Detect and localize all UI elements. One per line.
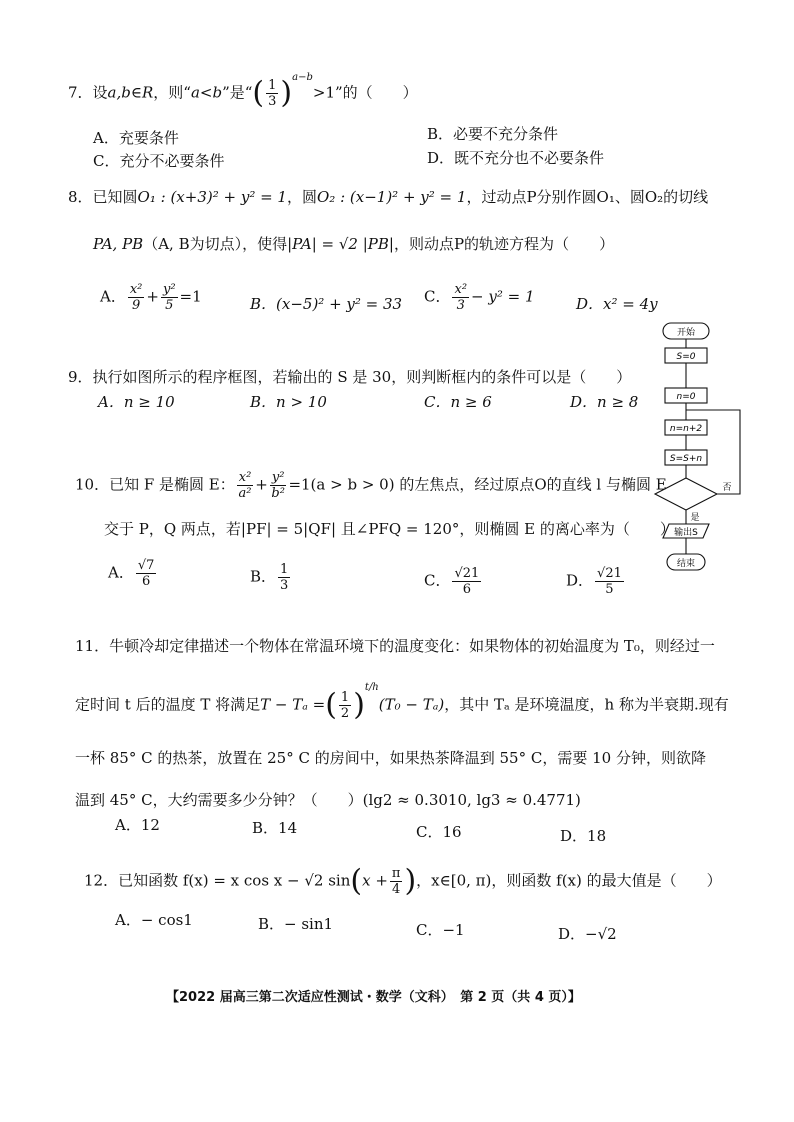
- q12-option-d: D．−√2: [558, 925, 617, 943]
- q10-line-1: 10．已知 F 是椭圆 E： $\frac{\text{x²}}{\text{a²}}$ + $\frac{\text{y²}}{\text{b²}}$ =1(a > b > 0) 的左焦点，经过原点O的直线 l 与椭圆 E: [75, 470, 667, 501]
- flowchart-no-label: 否: [722, 483, 732, 493]
- q11-option-b: B．14: [252, 819, 298, 837]
- q10-option-c: C． $\frac{√21}{6}$: [424, 566, 480, 597]
- q8-option-d: D．x² = 4y: [576, 295, 658, 313]
- flowchart-n-step-label: n=n+2: [669, 424, 703, 434]
- q11-option-c: C．16: [416, 823, 462, 841]
- flowchart-s-step-label: S=S+n: [669, 454, 703, 464]
- q7-option-b: B．必要不充分条件: [427, 125, 559, 143]
- q12-option-b: B．− sin1: [258, 915, 334, 933]
- q7-option-a: A．充要条件: [93, 129, 179, 147]
- q12-option-c: C．−1: [416, 921, 465, 939]
- q12-option-a: A．− cos1: [115, 911, 193, 929]
- q11-option-a: A．12: [115, 816, 160, 834]
- q7-option-d: D．既不充分也不必要条件: [427, 149, 605, 167]
- q9-option-c: C．n ≥ 6: [424, 393, 492, 411]
- flowchart-output-label: 输出S: [674, 528, 698, 538]
- flowchart-s-init-label: S=0: [676, 352, 696, 362]
- flowchart-n-init-label: n=0: [676, 392, 696, 402]
- q11-line-2: 定时间 t 后的温度 T 将满足T − Tₐ =( $\frac{1}{2}$ )$^{t/h}$(T₀ − Tₐ)，其中 Tₐ 是环境温度，h 称为半衰期.现有: [75, 681, 729, 723]
- q8-option-b: B．(x−5)² + y² = 33: [250, 295, 403, 313]
- q9-option-a: A．n ≥ 10: [98, 393, 175, 411]
- flowchart-no-branch: [686, 410, 740, 494]
- q7-stem: 7．设a,b∈R，则“a<b”是“( $\frac{1}{3}$ )$^{a-b}$>1”的（ ）: [68, 71, 418, 111]
- q9-stem: 9．执行如图所示的程序框图，若输出的 S 是 30，则判断框内的条件可以是（ ）: [68, 368, 632, 386]
- q11-line-1: 11．牛顿冷却定律描述一个物体在常温环境下的温度变化：如果物体的初始温度为 T₀，则经过一: [75, 637, 715, 655]
- q7-base-fraction: $\frac{1}{3}$: [268, 78, 277, 109]
- q10-option-d: D． $\frac{√21}{5}$: [566, 566, 622, 597]
- q8-line-2: PA, PB（A, B为切点），使得|PA| = √2 |PB|，则动点P的轨迹方程为（ ）: [93, 235, 615, 253]
- flowchart-start-label: 开始: [676, 328, 696, 338]
- q11-line-4: 温到 45° C，大约需要多少分钟？（ ）(lg2 ≈ 0.3010, lg3 ≈ 0.4771): [75, 791, 581, 809]
- q8-line-1: 8．已知圆O₁ : (x+3)² + y² = 1，圆O₂ : (x−1)² + y² = 1，过动点P分别作圆O₁、圆O₂的切线: [68, 188, 709, 206]
- q12-stem: 12．已知函数 f(x) = x cos x − √2 sin(x + $\frac{\pi}{4}$ )，x∈[0, π)，则函数 f(x) 的最大值是（ ）: [84, 863, 722, 899]
- flowchart-yes-label: 是: [690, 513, 700, 523]
- page-footer: 【2022 届高三第二次适应性测试・数学（文科） 第 2 页（共 4 页）】: [166, 990, 581, 1005]
- q11-option-d: D．18: [560, 827, 607, 845]
- q8-option-a: A． $\frac{\text{x²}}{9}$ + $\frac{\text{y²}}{5}$ =1: [100, 282, 202, 313]
- q11-line-3: 一杯 85° C 的热茶，放置在 25° C 的房间中，如果热茶降温到 55° C，需要 10 分钟，则欲降: [75, 749, 706, 767]
- q10-option-a: A． $\frac{√7}{6}$: [108, 558, 155, 589]
- q7-option-c: C．充分不必要条件: [93, 152, 225, 170]
- q10-option-b: B． $\frac{1}{3}$: [250, 562, 289, 593]
- q9-option-b: B．n > 10: [250, 393, 327, 411]
- flowchart-end-label: 结束: [676, 559, 696, 569]
- q10-line-2: 交于 P，Q 两点，若|PF| = 5|QF| 且∠PFQ = 120°，则椭圆 E 的离心率为（ ）: [104, 520, 675, 538]
- q8-option-c: C． $\frac{\text{x²}}{3}$ − y² = 1: [424, 282, 535, 313]
- flowchart-diagram: [645, 318, 755, 578]
- q9-option-d: D．n ≥ 8: [570, 393, 639, 411]
